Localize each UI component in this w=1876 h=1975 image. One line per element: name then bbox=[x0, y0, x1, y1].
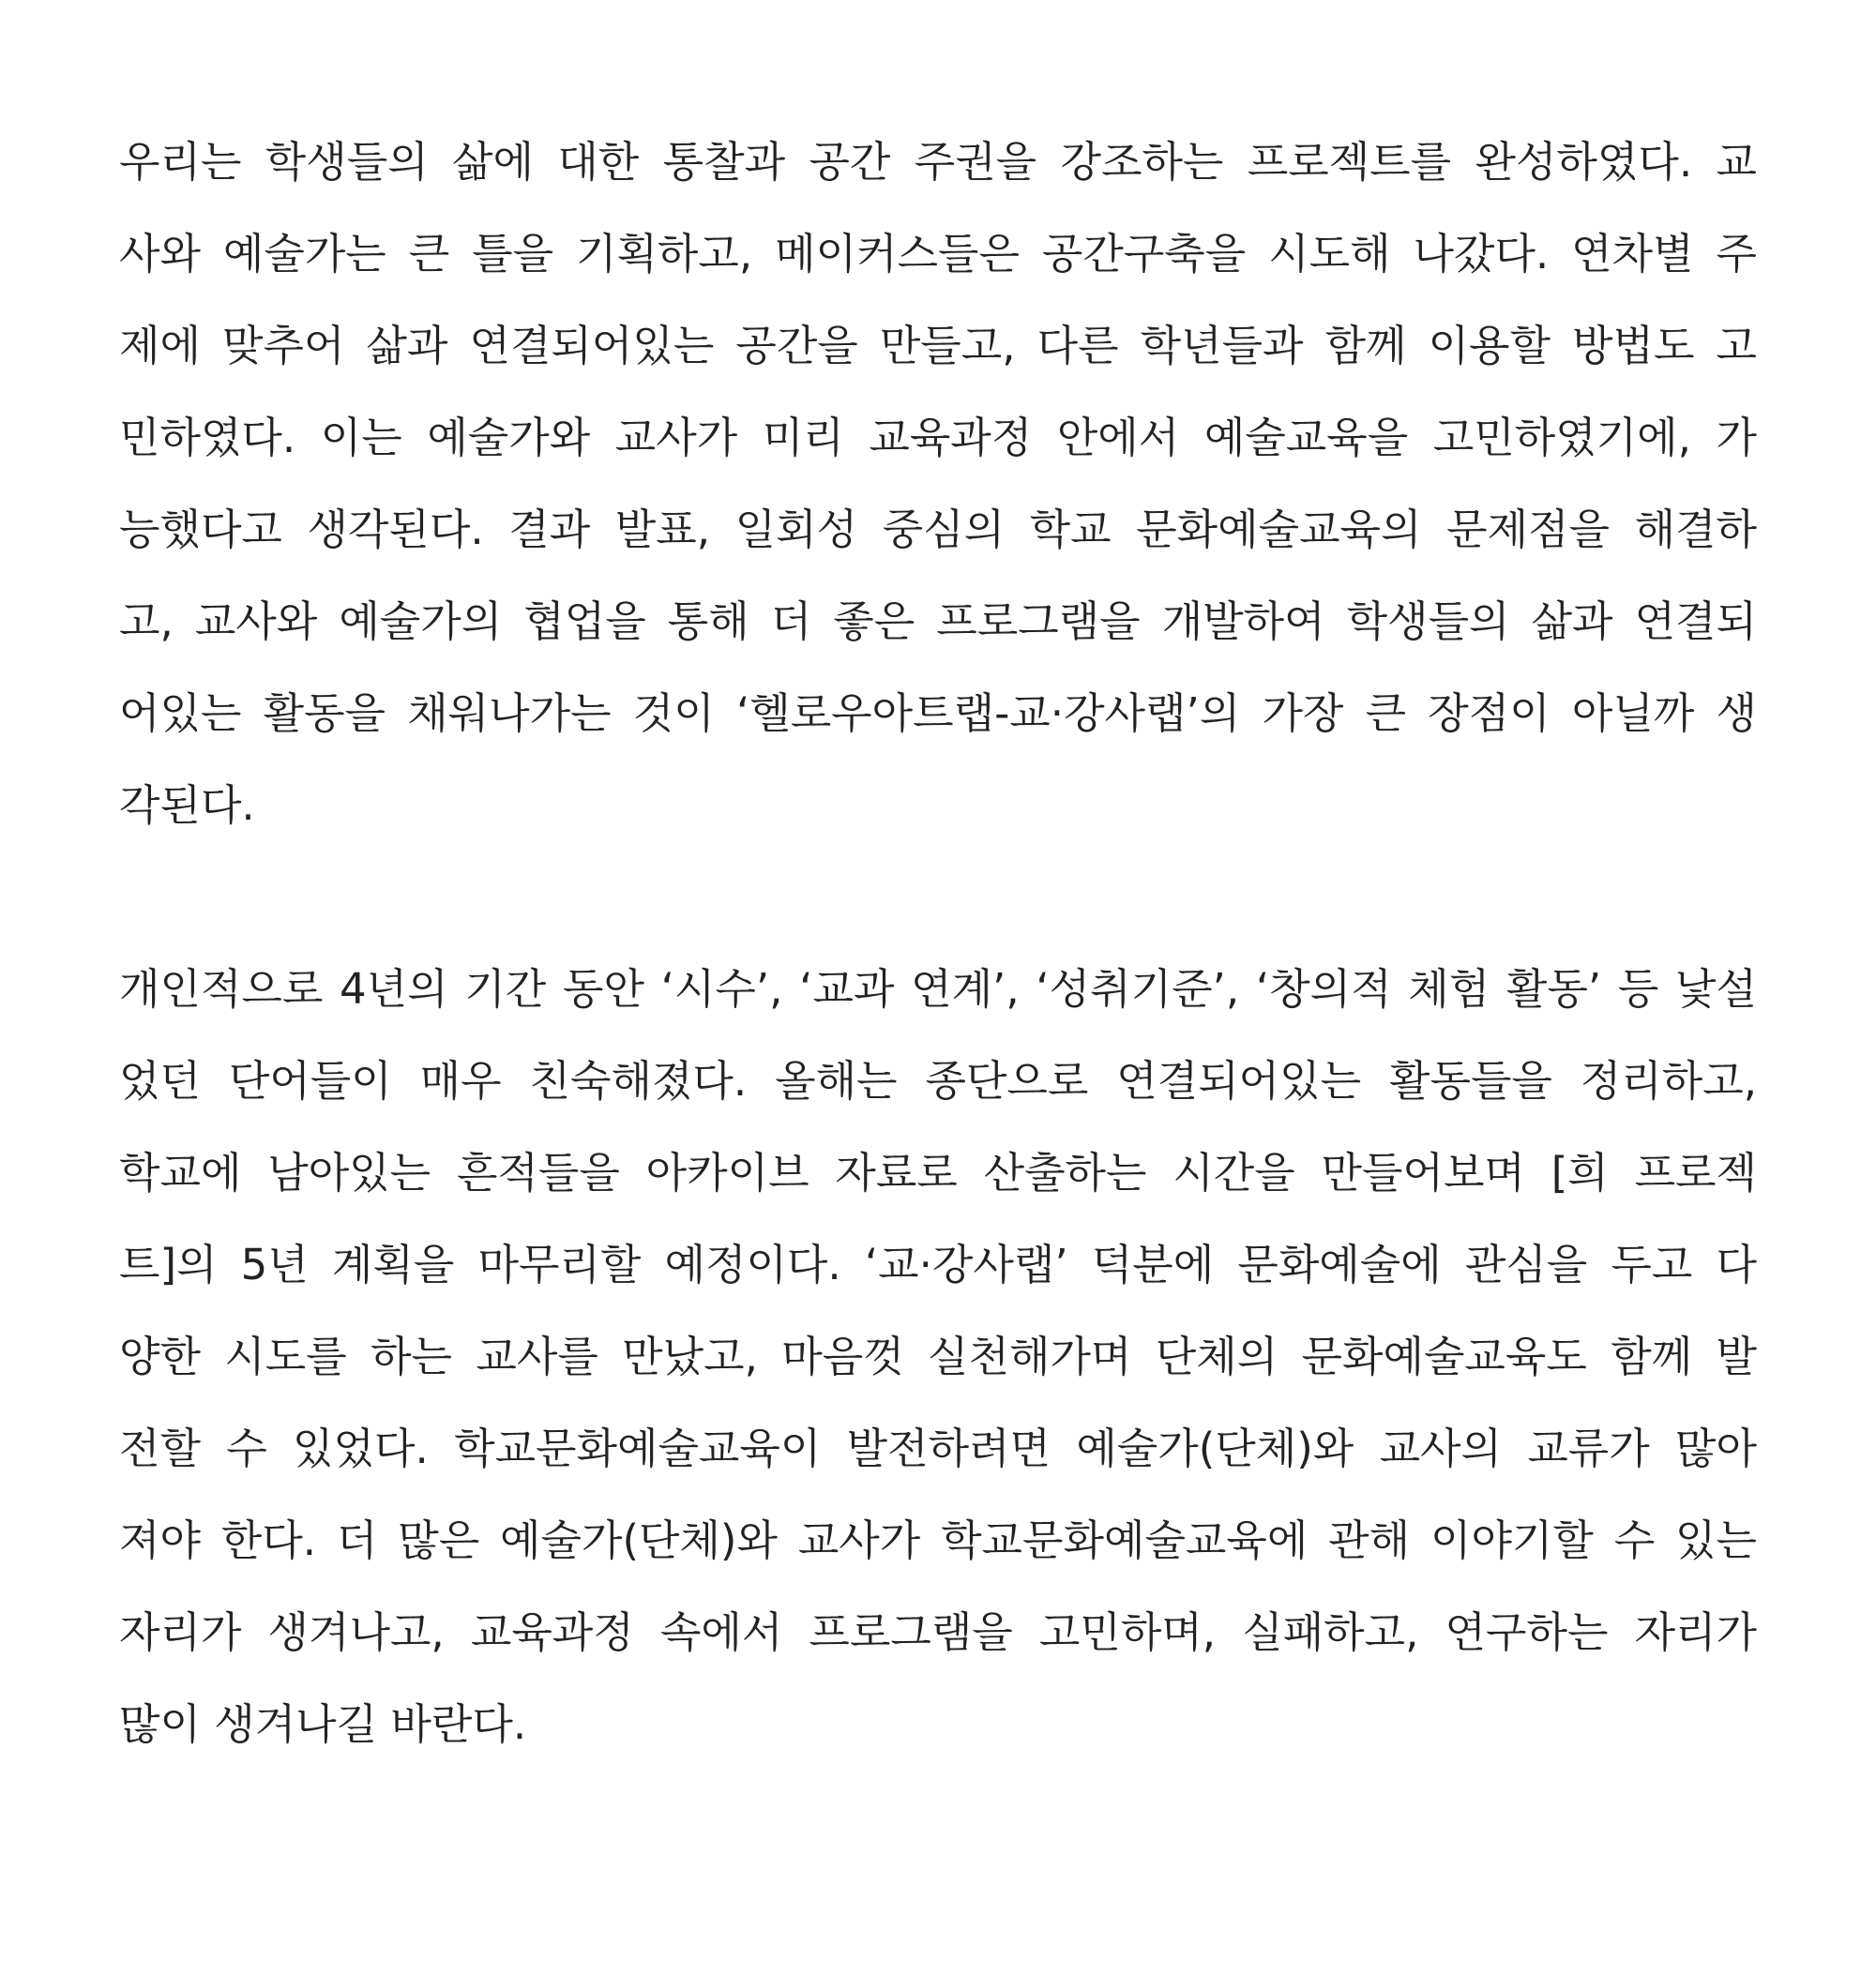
text-line: 양한 시도를 하는 교사를 만났고, 마음껏 실천해가며 단체의 문화예술교육도 함께 발 bbox=[119, 1332, 1757, 1381]
text-line: 민하였다. 이는 예술가와 교사가 미리 교육과정 안에서 예술교육을 고민하였기에, 가 bbox=[119, 413, 1757, 462]
text-line: 자리가 생겨나고, 교육과정 속에서 프로그램을 고민하며, 실패하고, 연구하는 자리가 bbox=[119, 1607, 1757, 1657]
text-line: 트]의 5년 계획을 마무리할 예정이다. ‘교·강사랩’ 덕분에 문화예술에 관심을 두고 다 bbox=[119, 1240, 1757, 1289]
paragraph-2 bbox=[119, 943, 1757, 1771]
paragraph-spacer bbox=[119, 852, 1757, 943]
text-line: 제에 맞추어 삶과 연결되어있는 공간을 만들고, 다른 학년들과 함께 이용할 방법도 고 bbox=[119, 321, 1757, 370]
text-line: 능했다고 생각된다. 결과 발표, 일회성 중심의 학교 문화예술교육의 문제점을 해결하 bbox=[119, 505, 1757, 554]
text-line: 학교에 남아있는 흔적들을 아카이브 자료로 산출하는 시간을 만들어보며 [희 프로젝 bbox=[119, 1148, 1757, 1198]
text-line: 었던 단어들이 매우 친숙해졌다. 올해는 종단으로 연결되어있는 활동들을 정리하고, bbox=[119, 1056, 1757, 1106]
text-line: 어있는 활동을 채워나가는 것이 ‘헬로우아트랩-교·강사랩’의 가장 큰 장점이 아닐까 생 bbox=[119, 688, 1757, 738]
text-line: 우리는 학생들의 삶에 대한 통찰과 공간 주권을 강조하는 프로젝트를 완성하였다. 교 bbox=[119, 137, 1757, 187]
text-line: 져야 한다. 더 많은 예술가(단체)와 교사가 학교문화예술교육에 관해 이야기할 수 있는 bbox=[119, 1515, 1757, 1565]
text-line: 각된다. bbox=[119, 780, 255, 830]
article-body bbox=[119, 116, 1757, 1771]
text-line: 많이 생겨나길 바란다. bbox=[119, 1699, 527, 1749]
text-line: 개인적으로 4년의 기간 동안 ‘시수’, ‘교과 연계’, ‘성취기준’, ‘창의적 체험 활동’ 등 낯설 bbox=[119, 964, 1757, 1014]
text-line: 사와 예술가는 큰 틀을 기획하고, 메이커스들은 공간구축을 시도해 나갔다. 연차별 주 bbox=[119, 229, 1757, 279]
paragraph-1 bbox=[119, 116, 1757, 852]
text-line: 전할 수 있었다. 학교문화예술교육이 발전하려면 예술가(단체)와 교사의 교류가 많아 bbox=[119, 1424, 1757, 1473]
text-line: 고, 교사와 예술가의 협업을 통해 더 좋은 프로그램을 개발하여 학생들의 삶과 연결되 bbox=[119, 596, 1757, 646]
